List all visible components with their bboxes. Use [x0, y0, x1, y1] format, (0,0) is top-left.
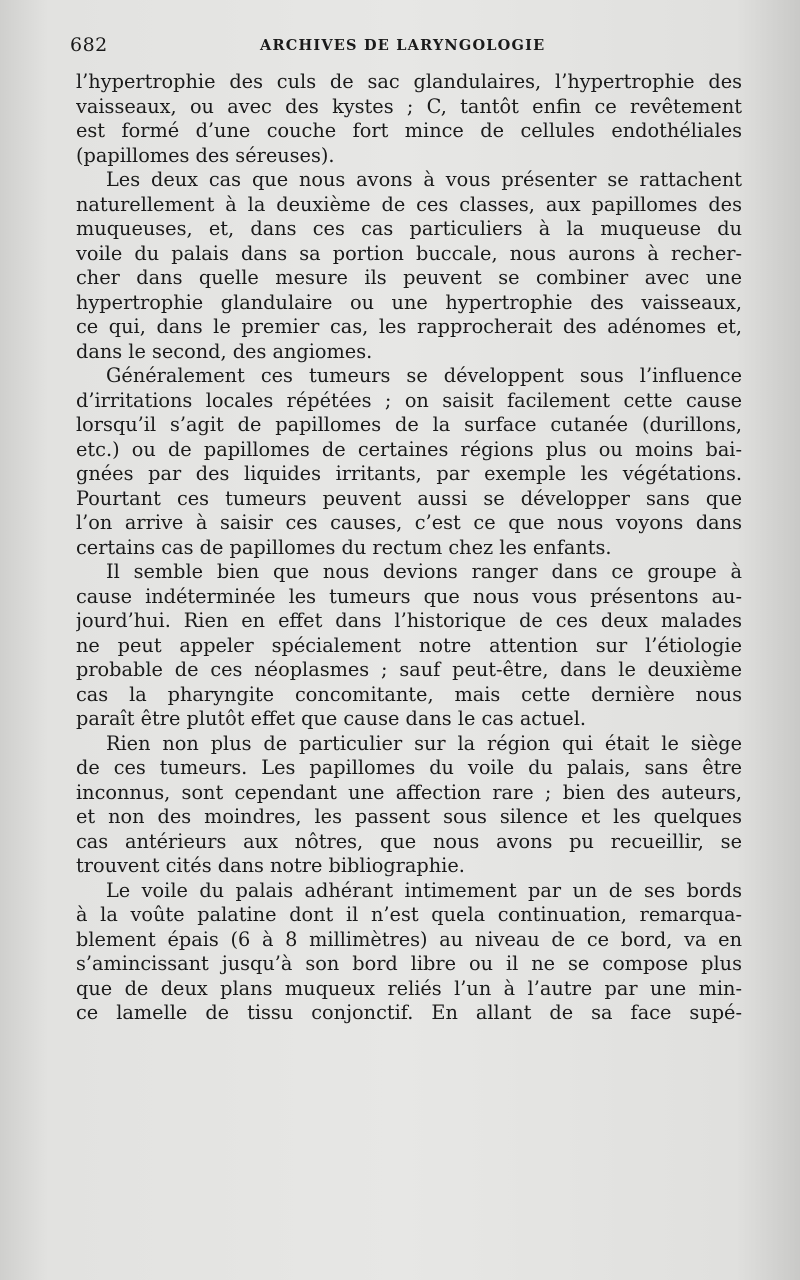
text-line: Rien non plus de particulier sur la région qui était le siège [106, 731, 742, 755]
text-line: à la voûte palatine dont il n’est quela continuation, remarqua- [76, 903, 742, 926]
text-line: Généralement ces tumeurs se développent sous l’influence [106, 364, 742, 387]
text-line: naturellement à la deuxième de ces classes, aux papillomes des [76, 192, 742, 216]
running-title: ARCHIVES DE LARYNGOLOGIE [260, 37, 546, 54]
text-line: inconnus, sont cependant une affection rare ; bien des auteurs, [76, 780, 742, 804]
text-line: s’amincissant jusqu’à son bord libre ou il ne se compose plus [76, 952, 742, 975]
text-line: que de deux plans muqueux reliés l’un à l’autre par une min- [76, 976, 742, 1000]
page-number: 682 [70, 34, 108, 56]
text-line: ce qui, dans le premier cas, les rapprocherait des adénomes et, [76, 315, 742, 338]
text-line: probable de ces néoplasmes ; sauf peut-être, dans le deuxième [76, 658, 742, 681]
text-line: cas la pharyngite concomitante, mais cette dernière nous [76, 682, 742, 706]
text-line: muqueuses, et, dans ces cas particuliers à la muqueuse du [76, 217, 742, 240]
text-line: certains cas de papillomes du rectum chez les enfants. [76, 535, 612, 559]
text-line: cause indéterminée les tumeurs que nous vous présentons au- [76, 584, 742, 608]
text-line: et non des moindres, les passent sous silence et les quelques [76, 805, 742, 828]
body-text [76, 70, 742, 1026]
text-line: gnées par des liquides irritants, par exemple les végétations. [76, 462, 742, 485]
text-line: etc.) ou de papillomes de certaines régions plus ou moins bai- [76, 437, 742, 461]
text-line: lorsqu’il s’agit de papillomes de la surface cutanée (durillons, [76, 413, 742, 436]
text-line: Pourtant ces tumeurs peuvent aussi se développer sans que [76, 486, 742, 510]
text-line: l’on arrive à saisir ces causes, c’est ce que nous voyons dans [76, 511, 742, 534]
text-line: cher dans quelle mesure ils peuvent se combiner avec une [76, 266, 742, 289]
text-line: Il semble bien que nous devions ranger dans ce groupe à [106, 560, 742, 583]
text-line: voile du palais dans sa portion buccale, nous aurons à recher- [76, 241, 742, 265]
text-line: Les deux cas que nous avons à vous présenter se rattachent [106, 168, 742, 191]
text-line: ne peut appeler spécialement notre attention sur l’étiologie [76, 633, 742, 657]
text-line: d’irritations locales répétées ; on saisit facilement cette cause [76, 388, 742, 412]
text-line: de ces tumeurs. Les papillomes du voile du palais, sans être [76, 756, 742, 779]
text-line: vaisseaux, ou avec des kystes ; C, tantôt enfin ce revêtement [76, 94, 742, 118]
text-line: l’hypertrophie des culs de sac glandulaires, l’hypertrophie des [76, 70, 742, 93]
text-line: hypertrophie glandulaire ou une hypertrophie des vaisseaux, [76, 290, 742, 314]
text-line: (papillomes des séreuses). [76, 143, 335, 167]
text-line: trouvent cités dans notre bibliographie. [76, 854, 465, 877]
text-line: dans le second, des angiomes. [76, 339, 373, 363]
text-line: paraît être plutôt effet que cause dans le cas actuel. [76, 707, 586, 730]
text-line: est formé d’une couche fort mince de cellules endothéliales [76, 119, 742, 142]
text-line: jourd’hui. Rien en effet dans l’historique de ces deux malades [76, 609, 742, 632]
page-header [70, 34, 742, 58]
text-line: Le voile du palais adhérant intimement par un de ses bords [106, 878, 742, 902]
text-line: blement épais (6 à 8 millimètres) au niveau de ce bord, va en [76, 927, 742, 951]
text-line: ce lamelle de tissu conjonctif. En allant de sa face supé- [76, 1001, 742, 1024]
text-line: cas antérieurs aux nôtres, que nous avons pu recueillir, se [76, 829, 742, 853]
